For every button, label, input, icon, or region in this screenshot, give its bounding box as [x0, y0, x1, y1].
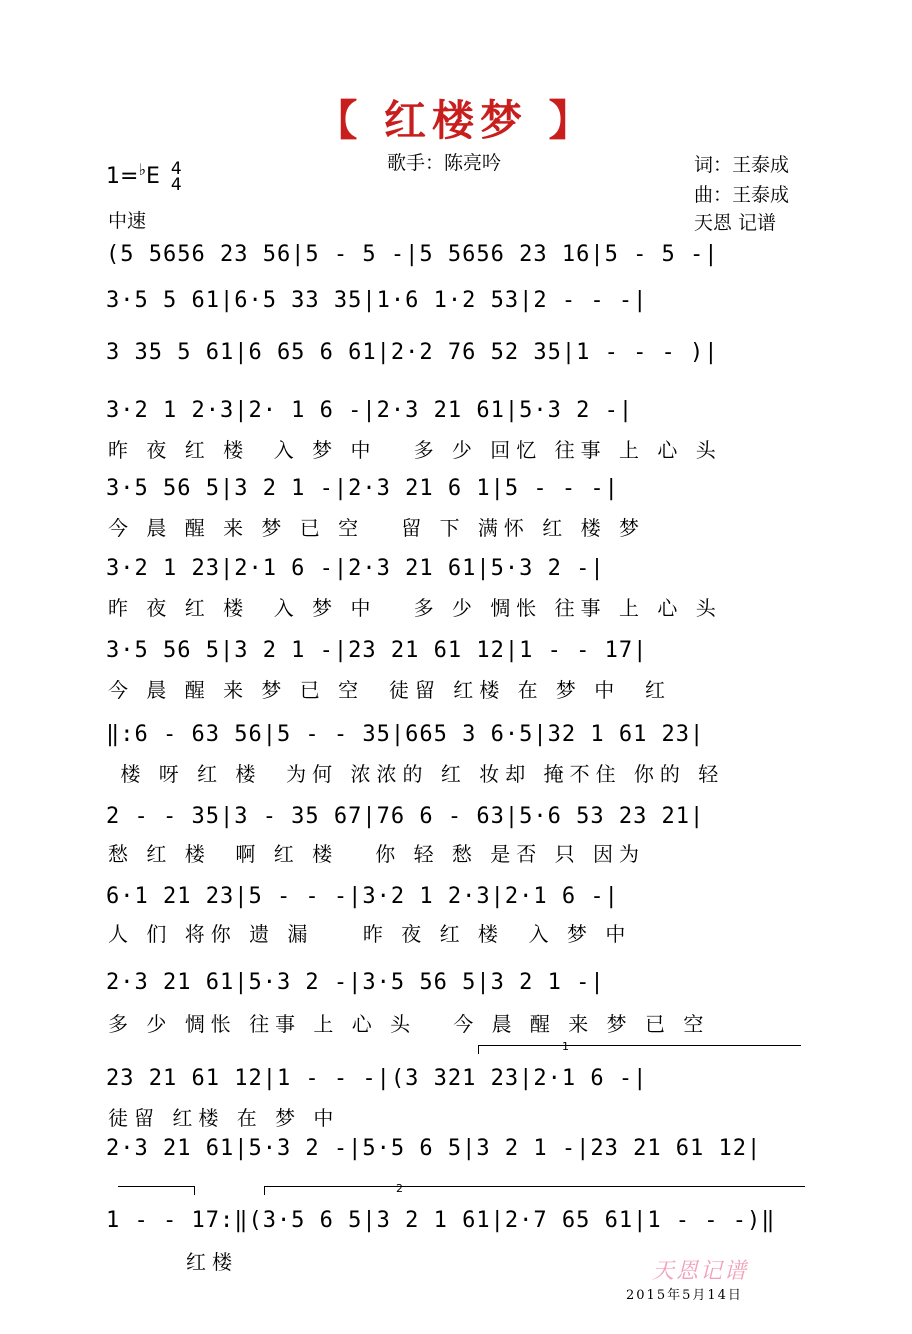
- key-note: E: [145, 164, 160, 189]
- notation-line-9: 2 - - 35|3 - 35 67|76 6 - 63|5·6 53 23 21|: [106, 804, 705, 829]
- notation-line-11: 2·3 21 61|5·3 2 -|3·5 56 5|3 2 1 -|: [106, 970, 605, 995]
- lyric-line-14: 红楼: [186, 1250, 238, 1274]
- lyric-line-11: 多 少 惆怅 往事 上 心 头 今 晨 醒 来 梦 已 空: [108, 1012, 710, 1036]
- lyric-line-12: 徒留 红楼 在 梦 中: [108, 1106, 340, 1130]
- time-bottom: 4: [170, 175, 182, 195]
- volta-2-bracket: [264, 1186, 805, 1195]
- notation-line-1: (5 5656 23 56|5 - 5 -|5 5656 23 16|5 - 5 -|: [106, 242, 719, 267]
- volta-1-number: 1: [562, 1040, 569, 1053]
- notation-line-13: 2·3 21 61|5·3 2 -|5·5 6 5|3 2 1 -|23 21 61 12|: [106, 1136, 762, 1161]
- volta-1-end-bracket: [118, 1186, 195, 1195]
- song-title: 【 红楼梦 】: [315, 96, 597, 145]
- notation-line-12: 23 21 61 12|1 - - -|(3 321 23|2·1 6 -|: [106, 1066, 648, 1091]
- lyric-line-8: 楼 呀 红 楼 为何 浓浓的 红 妆却 掩不住 你的 轻: [108, 762, 725, 786]
- watermark: 天恩记谱: [652, 1259, 749, 1284]
- volta-1-bracket: [478, 1045, 801, 1054]
- time-signature: [171, 161, 182, 193]
- key-prefix: 1=: [106, 164, 139, 189]
- lyric-line-5: 今 晨 醒 来 梦 已 空 留 下 满怀 红 楼 梦: [108, 516, 646, 540]
- key-flat: ♭: [138, 160, 146, 179]
- notation-line-7: 3·5 56 5|3 2 1 -|23 21 61 12|1 - - 17|: [106, 638, 648, 663]
- lyric-line-4: 昨 夜 红 楼 入 梦 中 多 少 回忆 往事 上 心 头: [108, 438, 722, 462]
- lyricist: 词：王泰成: [694, 154, 790, 176]
- notation-line-4: 3·2 1 2·3|2· 1 6 -|2·3 21 61|5·3 2 -|: [106, 398, 634, 423]
- tempo: 中速: [108, 210, 147, 232]
- time-top: 4: [170, 159, 182, 179]
- notation-line-14: 1 - - 17:‖(3·5 6 5|3 2 1 61|2·7 65 61|1 - - -)‖: [106, 1208, 776, 1233]
- notation-line-6: 3·2 1 23|2·1 6 -|2·3 21 61|5·3 2 -|: [106, 556, 605, 581]
- notation-line-2: 3·5 5 61|6·5 33 35|1·6 1·2 53|2 - - -|: [106, 288, 648, 313]
- lyric-line-7: 今 晨 醒 来 梦 已 空 徒留 红楼 在 梦 中 红: [108, 678, 672, 702]
- notation-line-5: 3·5 56 5|3 2 1 -|2·3 21 6 1|5 - - -|: [106, 476, 619, 501]
- transcriber: 天恩 记谱: [694, 212, 777, 234]
- singer: 歌手：陈亮吟: [387, 152, 502, 174]
- lyric-line-10: 人 们 将你 遗 漏 昨 夜 红 楼 入 梦 中: [108, 922, 632, 946]
- key-signature: [106, 160, 182, 193]
- lyric-line-6: 昨 夜 红 楼 入 梦 中 多 少 惆怅 往事 上 心 头: [108, 596, 722, 620]
- volta-2-number: 2: [396, 1182, 403, 1195]
- date-stamp: 2015年5月14日: [626, 1288, 743, 1303]
- notation-line-10: 6·1 21 23|5 - - -|3·2 1 2·3|2·1 6 -|: [106, 884, 619, 909]
- notation-line-3: 3 35 5 61|6 65 6 61|2·2 76 52 35|1 - - - )|: [106, 340, 719, 365]
- notation-line-8: ‖:6 - 63 56|5 - - 35|665 3 6·5|32 1 61 23|: [106, 722, 705, 747]
- composer: 曲：王泰成: [694, 184, 790, 206]
- lyric-line-9: 愁 红 楼 啊 红 楼 你 轻 愁 是否 只 因为: [108, 842, 646, 866]
